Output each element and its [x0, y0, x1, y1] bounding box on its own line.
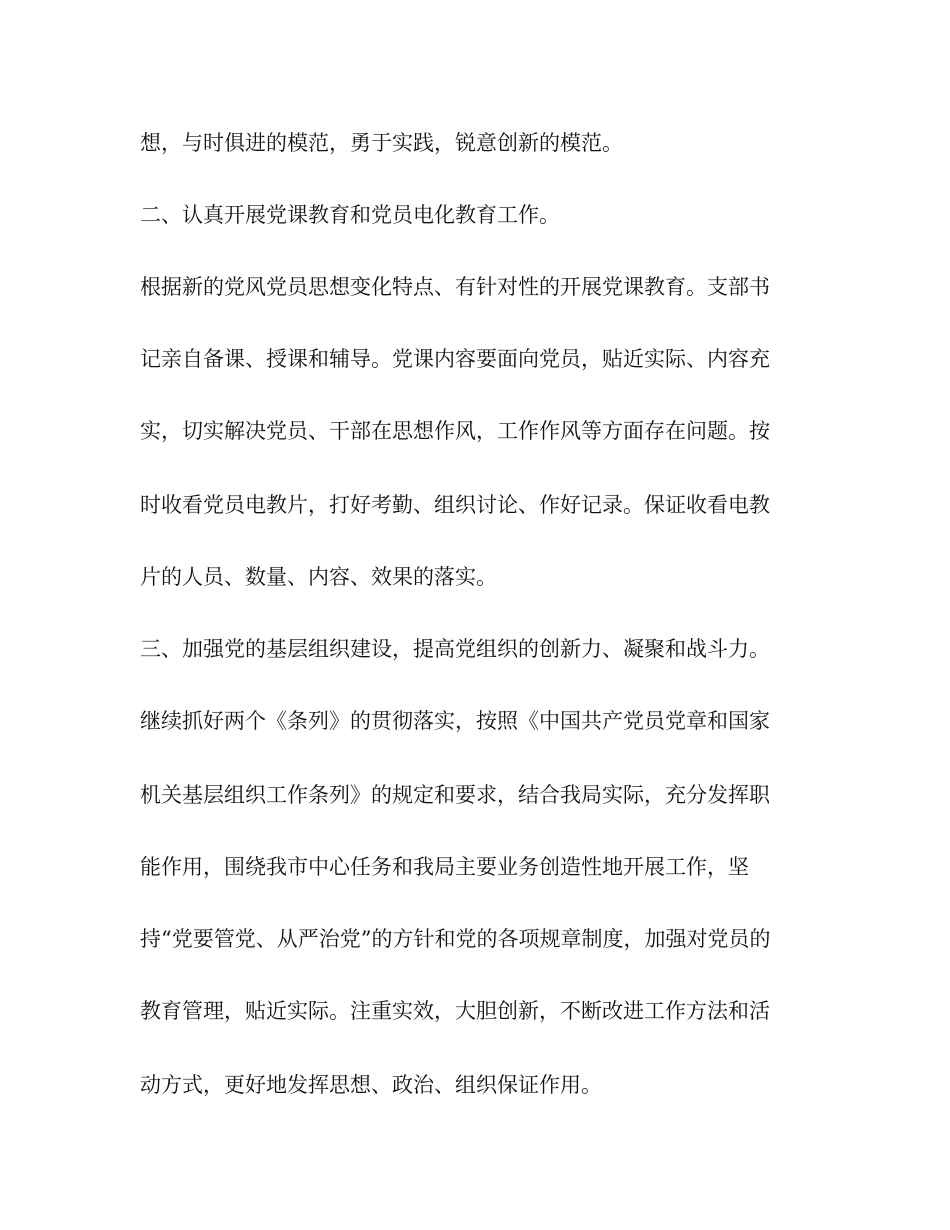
text-line-13: 教育管理，贴近实际。注重实效，大胆创新，不断改进工作方法和活 — [140, 999, 770, 1023]
text-line-5: 实，切实解决党员、干部在思想作风，工作作风等方面存在问题。按 — [140, 419, 770, 443]
text-line-6: 时收看党员电教片，打好考勤、组织讨论、作好记录。保证收看电教 — [140, 493, 770, 517]
text-line-7: 片的人员、数量、内容、效果的落实。 — [140, 565, 497, 589]
text-line-10: 机关基层组织工作条列》的规定和要求，结合我局实际，充分发挥职 — [140, 783, 770, 807]
text-line-1: 想，与时俱进的模范，勇于实践，锐意创新的模范。 — [140, 131, 623, 155]
text-line-11: 能作用，围绕我市中心任务和我局主要业务创造性地开展工作，坚 — [140, 855, 749, 879]
text-line-9: 继续抓好两个《条列》的贯彻落实，按照《中国共产党员党章和国家 — [140, 709, 770, 733]
section-heading-2: 二、认真开展党课教育和党员电化教育工作。 — [140, 203, 560, 227]
text-line-4: 记亲自备课、授课和辅导。党课内容要面向党员，贴近实际、内容充 — [140, 347, 770, 371]
text-line-3: 根据新的党风党员思想变化特点、有针对性的开展党课教育。支部书 — [140, 275, 770, 299]
text-line-12: 持“党要管党、从严治党”的方针和党的各项规章制度，加强对党员的 — [140, 927, 771, 951]
section-heading-3: 三、加强党的基层组织建设，提高党组织的创新力、凝聚和战斗力。 — [140, 637, 770, 661]
text-line-14: 动方式，更好地发挥思想、政治、组织保证作用。 — [140, 1073, 602, 1097]
